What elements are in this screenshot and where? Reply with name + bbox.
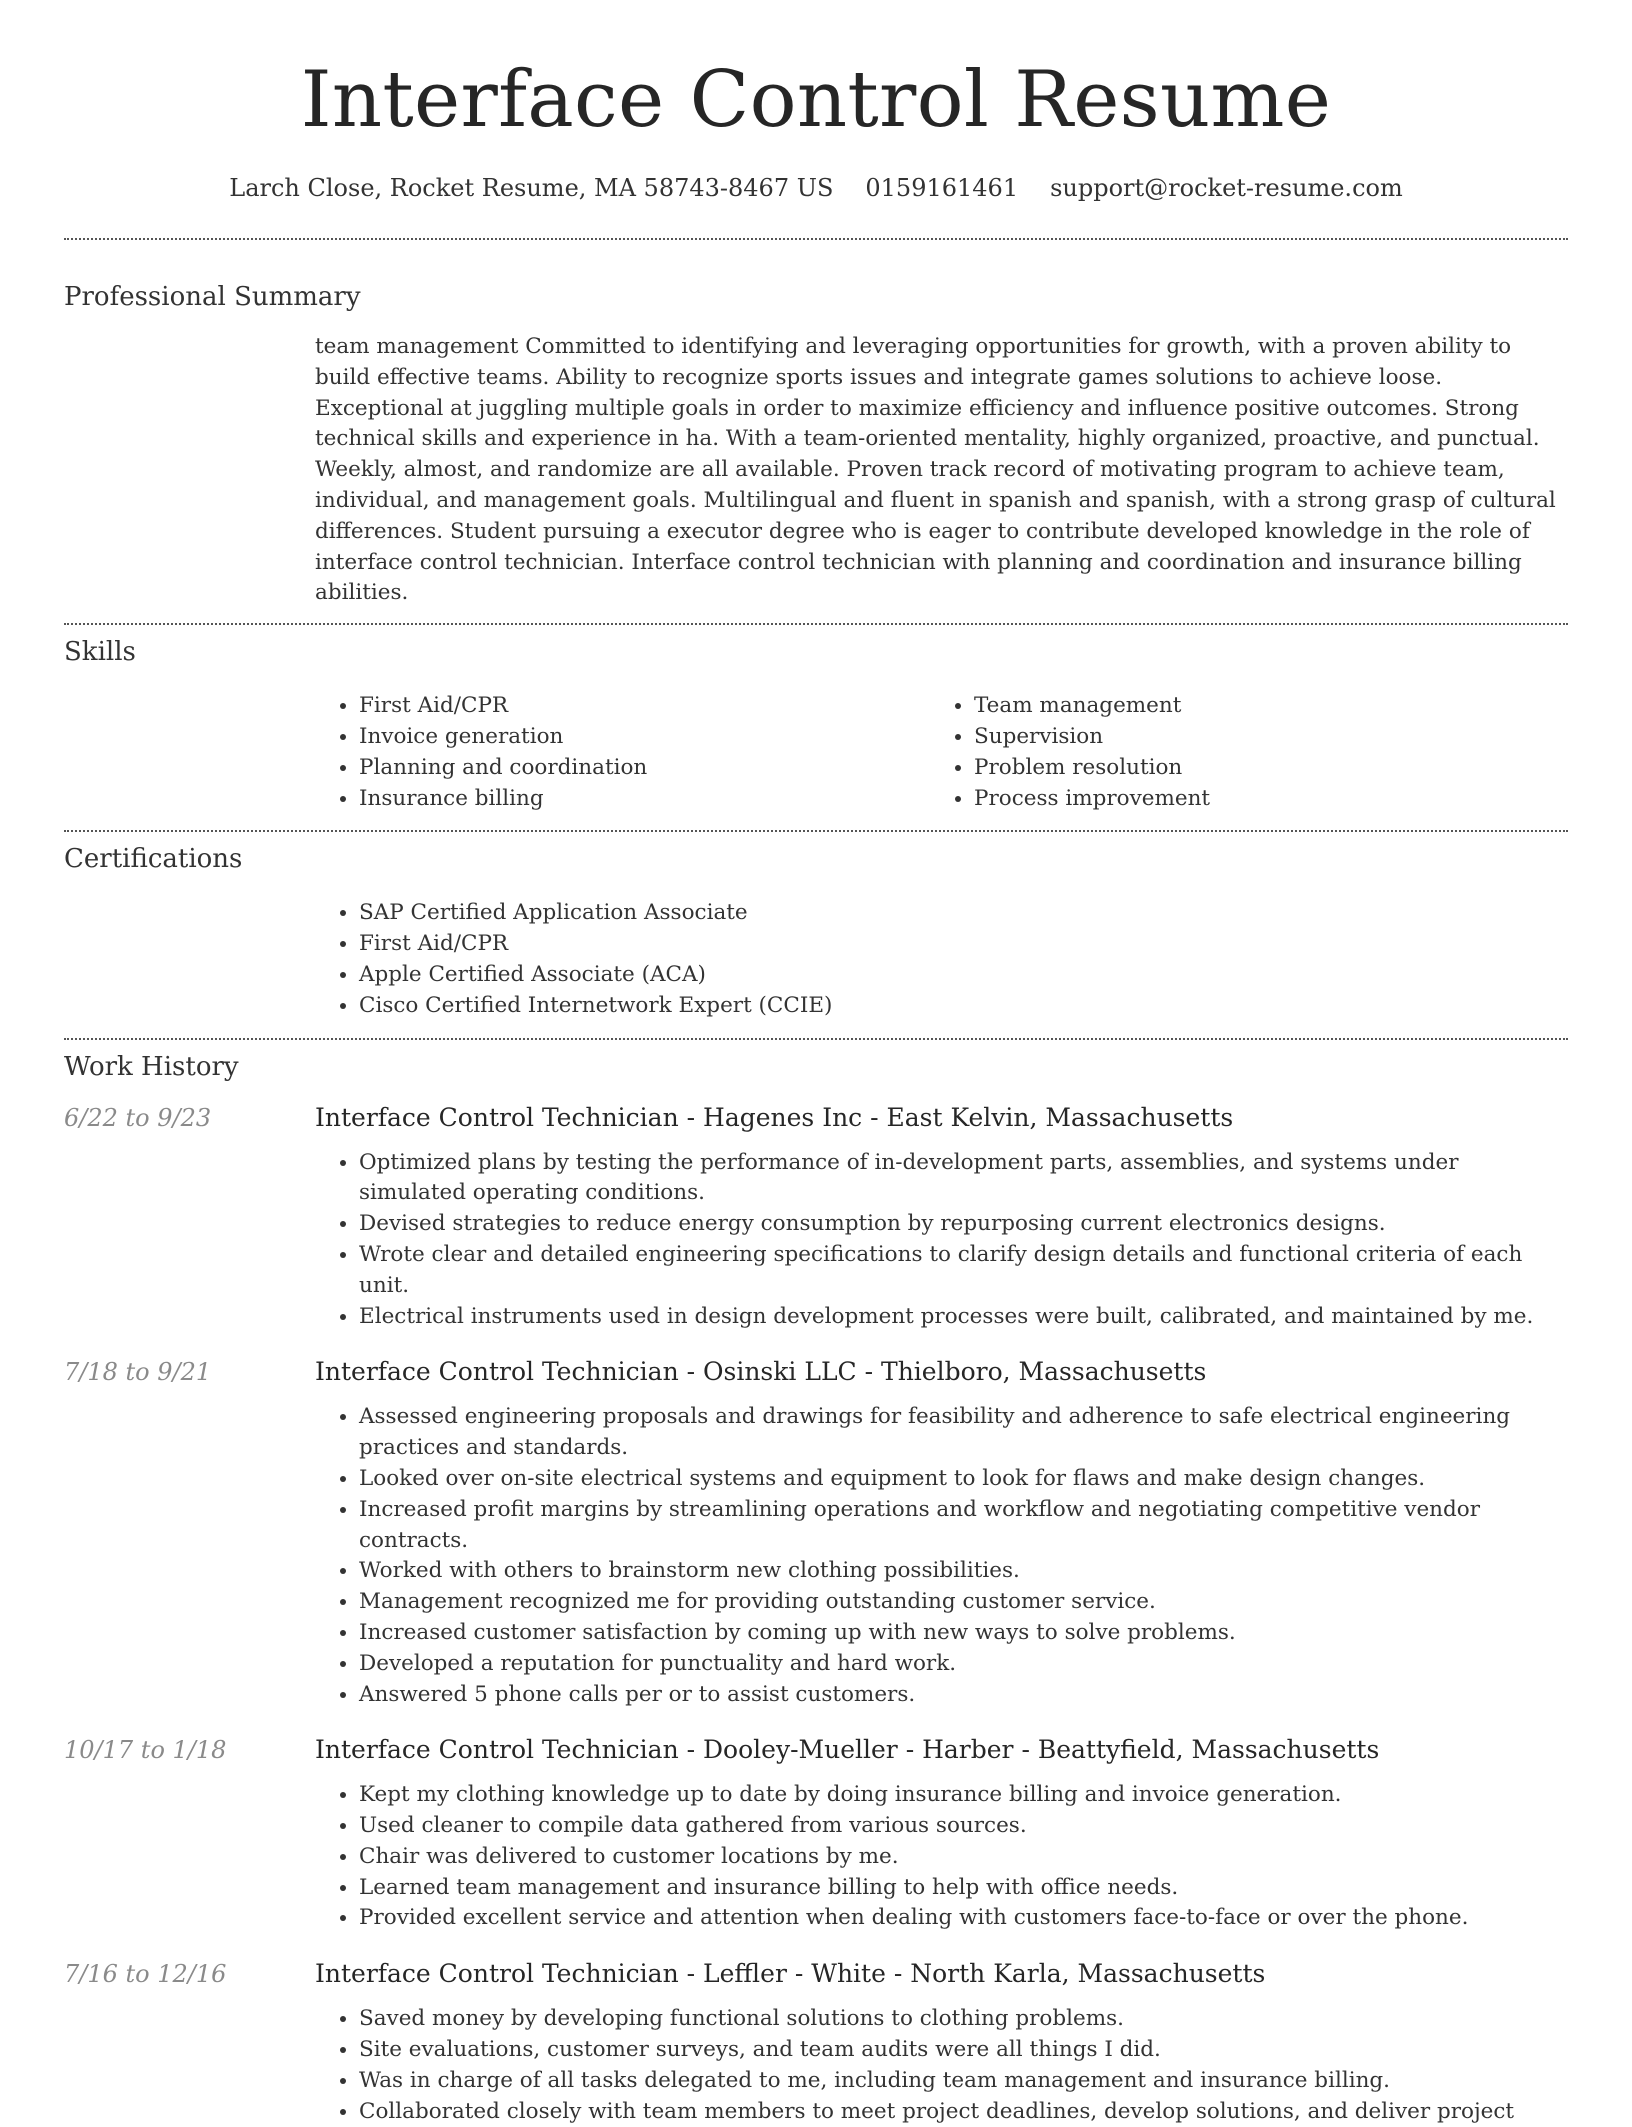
job-bullet: • Assessed engineering proposals and drawings for feasibility and adherence to safe electrical engineering practices and standards. xyxy=(359,1402,1568,1464)
certification-item: • Cisco Certified Internetwork Expert (CCIE) xyxy=(359,991,1568,1022)
skill-item: • Process improvement xyxy=(974,784,1545,815)
job-title: Interface Control Technician - Leffler - White - North Karla, Massachusetts xyxy=(315,1959,1266,1989)
job-dates: 10/17 to 1/18 xyxy=(64,1736,227,1765)
job-bullet: • Used cleaner to compile data gathered from various sources. xyxy=(359,1811,1568,1842)
skills-left-list xyxy=(315,691,930,814)
job-title: Interface Control Technician - Dooley-Mueller - Harber - Beattyfield, Massachusetts xyxy=(315,1735,1380,1765)
job-bullet: • Chair was delivered to customer locations by me. xyxy=(359,1842,1568,1873)
job-bullet: • Developed a reputation for punctuality and hard work. xyxy=(359,1649,1568,1680)
job-bullet: • Devised strategies to reduce energy consumption by repurposing current electronics designs. xyxy=(359,1209,1568,1240)
certification-item: • SAP Certified Application Associate xyxy=(359,898,1568,929)
summary-section xyxy=(0,240,1632,623)
skills-columns xyxy=(315,691,1568,830)
work-history-list xyxy=(64,1102,1568,2127)
job-bullet: • Increased customer satisfaction by coming up with new ways to solve problems. xyxy=(359,1618,1568,1649)
job-bullet: • Site evaluations, customer surveys, and team audits were all things I did. xyxy=(359,2035,1568,2066)
skill-item: • Supervision xyxy=(974,722,1545,753)
skill-item: • First Aid/CPR xyxy=(359,691,930,722)
skills-left-column xyxy=(315,691,930,814)
job-bullet: • Wrote clear and detailed engineering specifications to clarify design details and functional criteria of each unit. xyxy=(359,1240,1568,1302)
job-entry xyxy=(64,1734,1568,1934)
job-bullet: • Kept my clothing knowledge up to date by doing insurance billing and invoice generation. xyxy=(359,1780,1568,1811)
skill-item: • Team management xyxy=(974,691,1545,722)
job-entry xyxy=(64,1102,1568,1333)
job-dates: 6/22 to 9/23 xyxy=(64,1103,212,1132)
job-bullet: • Looked over on-site electrical systems and equipment to look for flaws and make design changes. xyxy=(359,1464,1568,1495)
skills-section xyxy=(0,625,1632,830)
skill-item: • Invoice generation xyxy=(359,722,930,753)
job-bullet: • Increased profit margins by streamlining operations and workflow and negotiating competitive vendor contracts. xyxy=(359,1495,1568,1557)
job-title: Interface Control Technician - Hagenes Inc - East Kelvin, Massachusetts xyxy=(315,1102,1234,1132)
contact-address: Larch Close, Rocket Resume, MA 58743-8467 US xyxy=(229,174,834,202)
job-bullet: • Management recognized me for providing outstanding customer service. xyxy=(359,1587,1568,1618)
certification-item: • First Aid/CPR xyxy=(359,929,1568,960)
contact-line xyxy=(0,172,1632,204)
job-bullet: • Electrical instruments used in design development processes were built, calibrated, and maintained by me. xyxy=(359,1302,1568,1333)
work-history-heading: Work History xyxy=(64,1051,239,1082)
job-details xyxy=(315,1734,1568,1934)
job-dates: 7/16 to 12/16 xyxy=(64,1960,227,1989)
skills-right-column xyxy=(930,691,1545,814)
contact-phone: 0159161461 xyxy=(865,174,1019,202)
job-bullet: • Provided excellent service and attention when dealing with customers face-to-face or over the phone. xyxy=(359,1903,1568,1934)
resume-header xyxy=(0,0,1632,204)
job-details xyxy=(315,1958,1568,2127)
job-bullet: • Answered 5 phone calls per or to assist customers. xyxy=(359,1680,1568,1711)
work-history-section xyxy=(0,1040,1632,2127)
job-dates: 7/18 to 9/21 xyxy=(64,1358,212,1387)
job-bullets xyxy=(315,2004,1568,2127)
certifications-list xyxy=(315,898,1568,1021)
summary-heading: Professional Summary xyxy=(64,282,361,312)
job-bullets xyxy=(315,1148,1568,1333)
job-bullet: • Was in charge of all tasks delegated to me, including team management and insurance billing. xyxy=(359,2066,1568,2097)
job-bullet: • Optimized plans by testing the performance of in-development parts, assemblies, and systems under simulated operating conditions. xyxy=(359,1148,1568,1210)
summary-text: team management Committed to identifying and leveraging opportunities for growth, with a proven ability to build effective teams. Ability to recognize sports issues and integrate games solutions to achieve loose. Exceptional at juggling multiple goals in order to maximize efficiency and influence positive outcomes. Strong technical skills and experience in ha. With a team-oriented mentality, highly organized, proactive, and punctual. Weekly, almost, and randomize are all available. Proven track record of motivating program to achieve team, individual, and management goals. Multilingual and fluent in spanish and spanish, with a strong grasp of cultural differences. Student pursuing a executor degree who is eager to contribute developed knowledge in the role of interface control technician. Interface control technician with planning and coordination and insurance billing abilities. xyxy=(315,334,1556,606)
job-bullets xyxy=(315,1402,1568,1710)
job-details xyxy=(315,1356,1568,1710)
skill-item: • Planning and coordination xyxy=(359,753,930,784)
job-details xyxy=(315,1102,1568,1333)
certifications-section xyxy=(0,832,1632,1037)
job-bullet: • Saved money by developing functional solutions to clothing problems. xyxy=(359,2004,1568,2035)
resume-name: Interface Control Resume xyxy=(300,55,1332,145)
job-entry xyxy=(64,1958,1568,2127)
job-bullet: • Collaborated closely with team members to meet project deadlines, develop solutions, and deliver project xyxy=(359,2097,1568,2127)
skills-heading: Skills xyxy=(64,637,136,668)
job-title: Interface Control Technician - Osinski LLC - Thielboro, Massachusetts xyxy=(315,1357,1207,1387)
job-entry xyxy=(64,1356,1568,1710)
contact-email[interactable]: support@rocket-resume.com xyxy=(1050,174,1403,202)
job-bullet: • Learned team management and insurance billing to help with office needs. xyxy=(359,1873,1568,1904)
certifications-heading: Certifications xyxy=(64,844,243,875)
skill-item: • Insurance billing xyxy=(359,784,930,815)
job-bullet: • Worked with others to brainstorm new clothing possibilities. xyxy=(359,1556,1568,1587)
job-bullets xyxy=(315,1780,1568,1934)
certification-item: • Apple Certified Associate (ACA) xyxy=(359,960,1568,991)
skills-right-list xyxy=(930,691,1545,814)
skill-item: • Problem resolution xyxy=(974,753,1545,784)
certifications-body xyxy=(315,898,1568,1037)
